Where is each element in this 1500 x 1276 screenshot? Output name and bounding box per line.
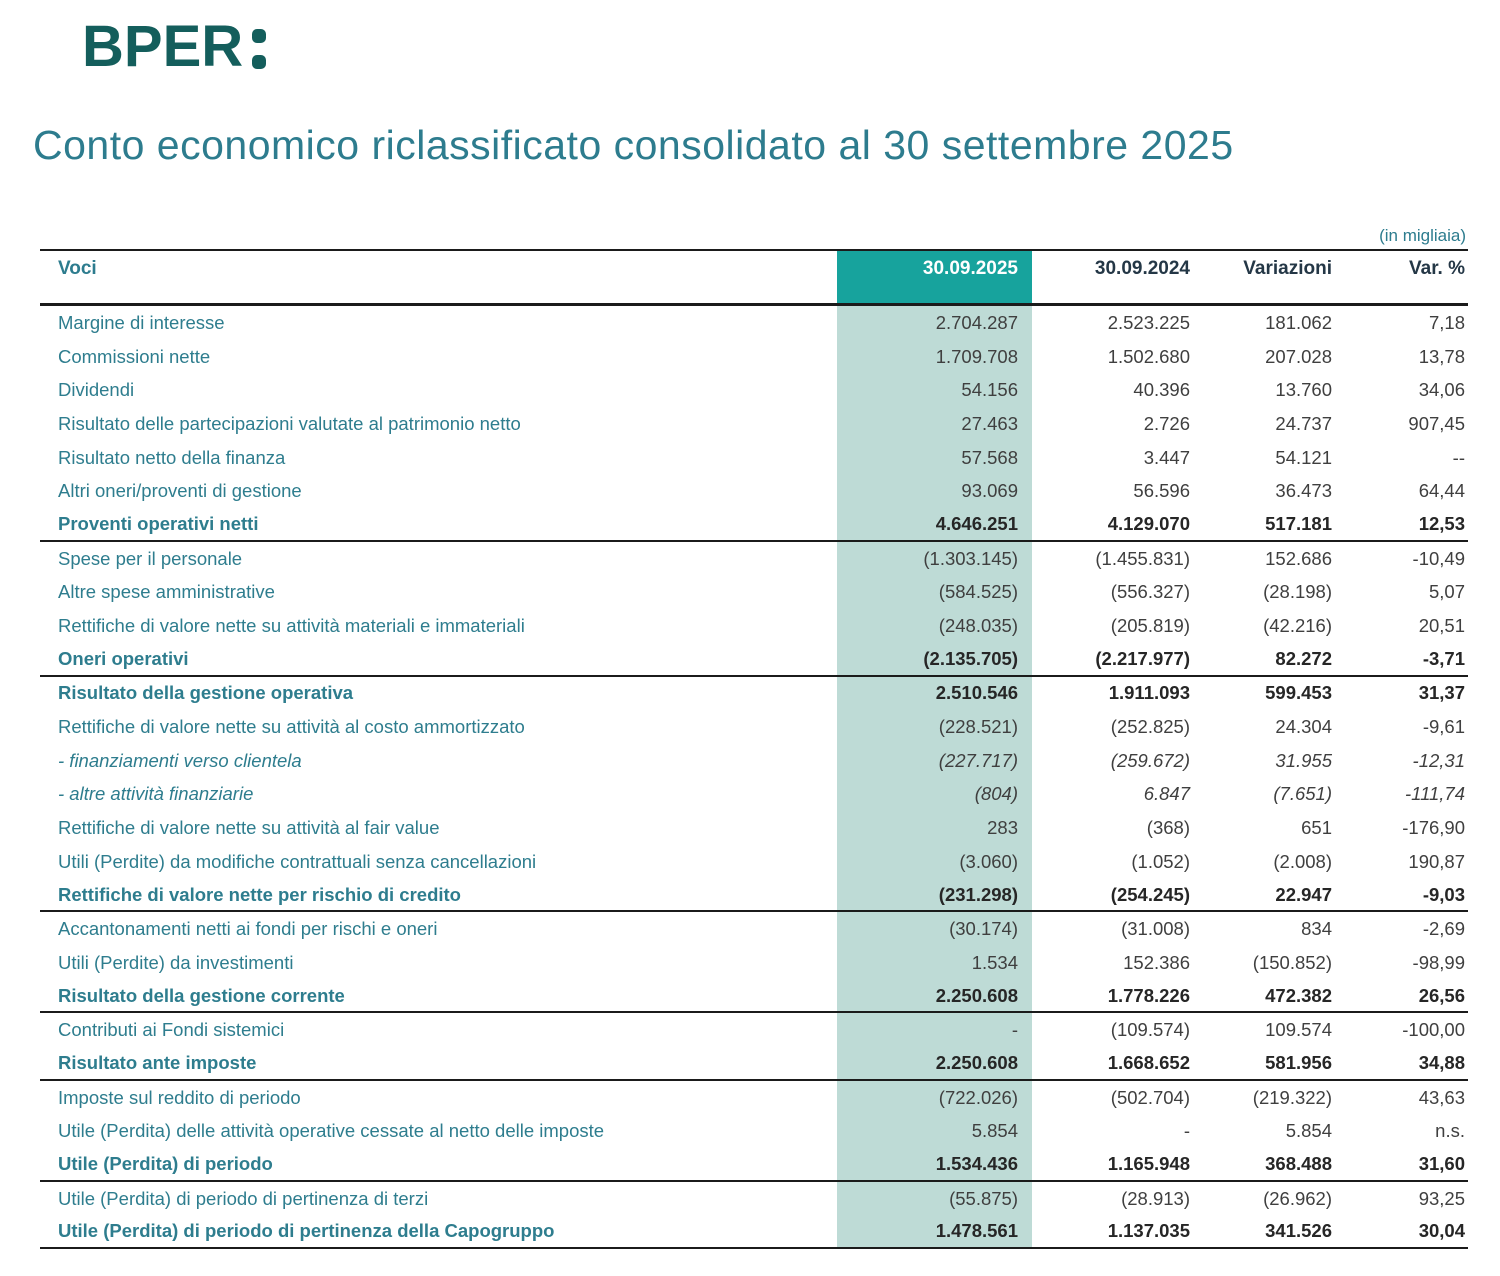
table-row	[40, 407, 1468, 441]
cell-var-pct: -3,71	[1422, 647, 1465, 669]
table-row	[40, 946, 1468, 980]
cell-30-09-2024: (205.819)	[1110, 615, 1190, 637]
cell-var-pct: -111,74	[1405, 783, 1465, 805]
cell-var-pct: -9,03	[1422, 883, 1465, 905]
table-row	[40, 980, 1468, 1014]
row-label: Rettifiche di valore nette su attività al fair value	[58, 817, 440, 839]
cell-30-09-2024: (31.008)	[1121, 918, 1190, 940]
cell-30-09-2025: 4.646.251	[837, 508, 1032, 540]
cell-30-09-2025: 57.568	[837, 441, 1032, 475]
cell-30-09-2025: (584.525)	[837, 576, 1032, 610]
cell-var-pct: 907,45	[1408, 412, 1465, 434]
cell-30-09-2025: 93.069	[837, 474, 1032, 508]
cell-30-09-2024: (254.245)	[1110, 883, 1190, 905]
cell-30-09-2025: 2.510.546	[837, 677, 1032, 711]
table-row	[40, 373, 1468, 407]
cell-30-09-2024: (252.825)	[1110, 716, 1190, 738]
bper-logo	[82, 14, 266, 79]
table-row	[40, 340, 1468, 374]
cell-30-09-2024: (28.913)	[1121, 1187, 1190, 1209]
cell-30-09-2025: 2.250.608	[837, 980, 1032, 1012]
cell-30-09-2025: (228.521)	[837, 710, 1032, 744]
table-row	[40, 778, 1468, 812]
cell-variazioni: 24.737	[1275, 412, 1332, 434]
cell-30-09-2024: 56.596	[1133, 480, 1190, 502]
cell-30-09-2025: (227.717)	[837, 744, 1032, 778]
cell-var-pct: 31,37	[1418, 682, 1465, 704]
table-row	[40, 1216, 1468, 1250]
income-statement-table	[40, 226, 1468, 1249]
cell-30-09-2024: (556.327)	[1110, 581, 1190, 603]
table-row	[40, 1115, 1468, 1149]
row-label: Spese per il personale	[58, 547, 243, 569]
cell-var-pct: 34,06	[1418, 379, 1465, 401]
cell-var-pct: 43,63	[1418, 1086, 1465, 1108]
row-label: Rettifiche di valore nette su attività materiali e immateriali	[58, 615, 525, 637]
cell-30-09-2024: (1.455.831)	[1095, 547, 1190, 569]
cell-variazioni: 341.526	[1265, 1220, 1332, 1242]
cell-30-09-2024: (259.672)	[1110, 749, 1190, 771]
cell-var-pct: 5,07	[1428, 581, 1465, 603]
cell-30-09-2025: (2.135.705)	[837, 643, 1032, 675]
cell-30-09-2024: 3.447	[1143, 446, 1190, 468]
table-row	[40, 609, 1468, 643]
row-label: Imposte sul reddito di periodo	[58, 1086, 301, 1108]
cell-30-09-2025: (231.298)	[837, 879, 1032, 911]
cell-variazioni: 368.488	[1265, 1153, 1332, 1175]
cell-30-09-2024: 1.668.652	[1107, 1051, 1190, 1073]
table-header-row	[40, 251, 1468, 306]
cell-variazioni: 472.382	[1265, 984, 1332, 1006]
cell-30-09-2025: 1.478.561	[837, 1216, 1032, 1248]
cell-30-09-2024: (2.217.977)	[1095, 647, 1190, 669]
cell-30-09-2024: 1.911.093	[1108, 682, 1190, 704]
cell-30-09-2024: 2.726	[1143, 412, 1190, 434]
table-row	[40, 474, 1468, 508]
column-header-30-09-2024: 30.09.2024	[1094, 258, 1190, 279]
cell-30-09-2025: (55.875)	[837, 1182, 1032, 1216]
cell-30-09-2024: 1.502.680	[1107, 345, 1190, 367]
row-label: Commissioni nette	[58, 345, 211, 367]
cell-var-pct: 26,56	[1418, 984, 1465, 1006]
cell-var-pct: -2,69	[1422, 918, 1465, 940]
cell-30-09-2024: 4.129.070	[1107, 512, 1190, 534]
table-row	[40, 306, 1468, 340]
cell-variazioni: (28.198)	[1263, 581, 1332, 603]
cell-30-09-2025: 2.250.608	[837, 1047, 1032, 1079]
cell-variazioni: 599.453	[1265, 682, 1332, 704]
cell-30-09-2024: 1.165.948	[1107, 1153, 1190, 1175]
cell-var-pct: 190,87	[1408, 850, 1465, 872]
cell-30-09-2025: 54.156	[837, 373, 1032, 407]
table-row	[40, 744, 1468, 778]
table-row	[40, 542, 1468, 576]
cell-30-09-2025: (3.060)	[837, 845, 1032, 879]
cell-30-09-2025: 1.534	[837, 946, 1032, 980]
cell-variazioni: 581.956	[1265, 1051, 1332, 1073]
cell-variazioni: 54.121	[1275, 446, 1332, 468]
row-label: Risultato ante imposte	[58, 1051, 257, 1073]
column-header-var-pct: Var. %	[1409, 258, 1465, 279]
page-title: Conto economico riclassificato consolidato al 30 settembre 2025	[33, 122, 1234, 168]
cell-variazioni: 207.028	[1265, 345, 1332, 367]
cell-var-pct: -176,90	[1402, 817, 1465, 839]
cell-var-pct: 93,25	[1418, 1187, 1465, 1209]
cell-30-09-2024: 2.523.225	[1107, 311, 1190, 333]
cell-30-09-2025: (1.303.145)	[837, 542, 1032, 576]
cell-var-pct: 64,44	[1418, 480, 1465, 502]
units-note: (in migliaia)	[1379, 226, 1466, 245]
table-row	[40, 811, 1468, 845]
cell-variazioni: (26.962)	[1263, 1187, 1332, 1209]
cell-30-09-2024: (502.704)	[1110, 1086, 1190, 1108]
table-row	[40, 1013, 1468, 1047]
cell-30-09-2025: 27.463	[837, 407, 1032, 441]
cell-variazioni: 181.062	[1265, 311, 1332, 333]
cell-var-pct: 30,04	[1418, 1220, 1465, 1242]
cell-30-09-2024: 40.396	[1133, 379, 1190, 401]
table-row	[40, 677, 1468, 711]
row-label: Dividendi	[58, 379, 135, 401]
cell-30-09-2024: 152.386	[1123, 951, 1190, 973]
cell-30-09-2024: 6.847	[1143, 783, 1190, 805]
cell-30-09-2024: -	[1183, 1120, 1190, 1142]
cell-var-pct: -100,00	[1402, 1019, 1465, 1041]
cell-var-pct: 31,60	[1418, 1153, 1465, 1175]
row-label: Utile (Perdita) di periodo di pertinenza di terzi	[58, 1187, 429, 1209]
cell-30-09-2025: (804)	[837, 778, 1032, 812]
cell-30-09-2025: 1.709.708	[837, 340, 1032, 374]
cell-var-pct: 20,51	[1418, 615, 1465, 637]
table-row	[40, 879, 1468, 913]
table-row	[40, 912, 1468, 946]
row-label: Altre spese amministrative	[58, 581, 275, 603]
cell-variazioni: 651	[1301, 817, 1332, 839]
table-body	[40, 306, 1468, 1249]
cell-var-pct: -9,61	[1422, 716, 1465, 738]
table-row	[40, 845, 1468, 879]
row-label: Rettifiche di valore nette su attività al costo ammortizzato	[58, 716, 525, 738]
cell-variazioni: (219.322)	[1252, 1086, 1332, 1108]
cell-variazioni: 31.955	[1275, 749, 1332, 771]
cell-variazioni: (150.852)	[1252, 951, 1332, 973]
cell-30-09-2025: (722.026)	[837, 1081, 1032, 1115]
table-row	[40, 1047, 1468, 1081]
cell-30-09-2024: (1.052)	[1131, 850, 1190, 872]
row-label: Oneri operativi	[58, 647, 189, 669]
cell-variazioni: (7.651)	[1273, 783, 1332, 805]
cell-30-09-2025: 1.534.436	[837, 1148, 1032, 1180]
table-row	[40, 710, 1468, 744]
bper-logo-text: BPER	[82, 14, 244, 79]
cell-30-09-2025: (248.035)	[837, 609, 1032, 643]
cell-variazioni: 152.686	[1265, 547, 1332, 569]
row-label: Utile (Perdita) di periodo	[58, 1153, 273, 1175]
cell-var-pct: --	[1452, 446, 1465, 468]
cell-var-pct: -12,31	[1412, 749, 1465, 771]
row-label: Proventi operativi netti	[58, 512, 259, 534]
row-label: - altre attività finanziarie	[58, 783, 254, 805]
cell-variazioni: 24.304	[1275, 716, 1332, 738]
cell-30-09-2025: -	[837, 1013, 1032, 1047]
bper-logo-colon-icon	[252, 29, 266, 69]
cell-variazioni: 5.854	[1285, 1120, 1332, 1142]
cell-var-pct: -10,49	[1412, 547, 1465, 569]
cell-var-pct: 34,88	[1418, 1051, 1465, 1073]
cell-var-pct: 12,53	[1418, 512, 1465, 534]
cell-var-pct: n.s.	[1435, 1120, 1465, 1142]
cell-variazioni: 834	[1301, 918, 1332, 940]
cell-30-09-2025: (30.174)	[837, 912, 1032, 946]
cell-variazioni: 517.181	[1265, 512, 1332, 534]
cell-variazioni: 22.947	[1275, 883, 1332, 905]
row-label: Contributi ai Fondi sistemici	[58, 1019, 285, 1041]
row-label: Accantonamenti netti ai fondi per rischi e oneri	[58, 918, 438, 940]
column-header-variazioni: Variazioni	[1243, 258, 1332, 279]
cell-variazioni: (42.216)	[1263, 615, 1332, 637]
row-label: - finanziamenti verso clientela	[58, 749, 302, 771]
row-label: Altri oneri/proventi di gestione	[58, 480, 302, 502]
row-label: Utile (Perdita) di periodo di pertinenza della Capogruppo	[58, 1220, 555, 1242]
cell-var-pct: 13,78	[1418, 345, 1465, 367]
cell-30-09-2025: 283	[837, 811, 1032, 845]
table-row	[40, 643, 1468, 677]
row-label: Utili (Perdite) da modifiche contrattuali senza cancellazioni	[58, 850, 537, 872]
cell-var-pct: -98,99	[1412, 951, 1465, 973]
cell-30-09-2025: 2.704.287	[837, 306, 1032, 340]
cell-variazioni: (2.008)	[1273, 850, 1332, 872]
cell-variazioni: 13.760	[1275, 379, 1332, 401]
row-label: Margine di interesse	[58, 311, 225, 333]
row-label: Risultato netto della finanza	[58, 446, 286, 468]
row-label: Risultato delle partecipazioni valutate al patrimonio netto	[58, 412, 521, 434]
cell-var-pct: 7,18	[1428, 311, 1465, 333]
table-row	[40, 1148, 1468, 1182]
cell-variazioni: 82.272	[1275, 647, 1332, 669]
cell-30-09-2025: 5.854	[837, 1115, 1032, 1149]
table-row	[40, 508, 1468, 542]
cell-variazioni: 36.473	[1275, 480, 1332, 502]
row-label: Risultato della gestione operativa	[58, 682, 354, 704]
row-label: Risultato della gestione corrente	[58, 984, 345, 1006]
cell-30-09-2024: 1.778.226	[1107, 984, 1190, 1006]
row-label: Utili (Perdite) da investimenti	[58, 951, 294, 973]
row-label: Utile (Perdita) delle attività operative cessate al netto delle imposte	[58, 1120, 605, 1142]
table-row	[40, 576, 1468, 610]
row-label: Rettifiche di valore nette per rischio di credito	[58, 883, 461, 905]
column-header-voci: Voci	[58, 258, 97, 279]
cell-30-09-2024: (368)	[1146, 817, 1190, 839]
cell-variazioni: 109.574	[1265, 1019, 1332, 1041]
table-row	[40, 1081, 1468, 1115]
column-header-30-09-2025: 30.09.2025	[837, 251, 1032, 303]
cell-30-09-2024: (109.574)	[1110, 1019, 1190, 1041]
cell-30-09-2024: 1.137.035	[1107, 1220, 1190, 1242]
table-row	[40, 441, 1468, 475]
table-row	[40, 1182, 1468, 1216]
